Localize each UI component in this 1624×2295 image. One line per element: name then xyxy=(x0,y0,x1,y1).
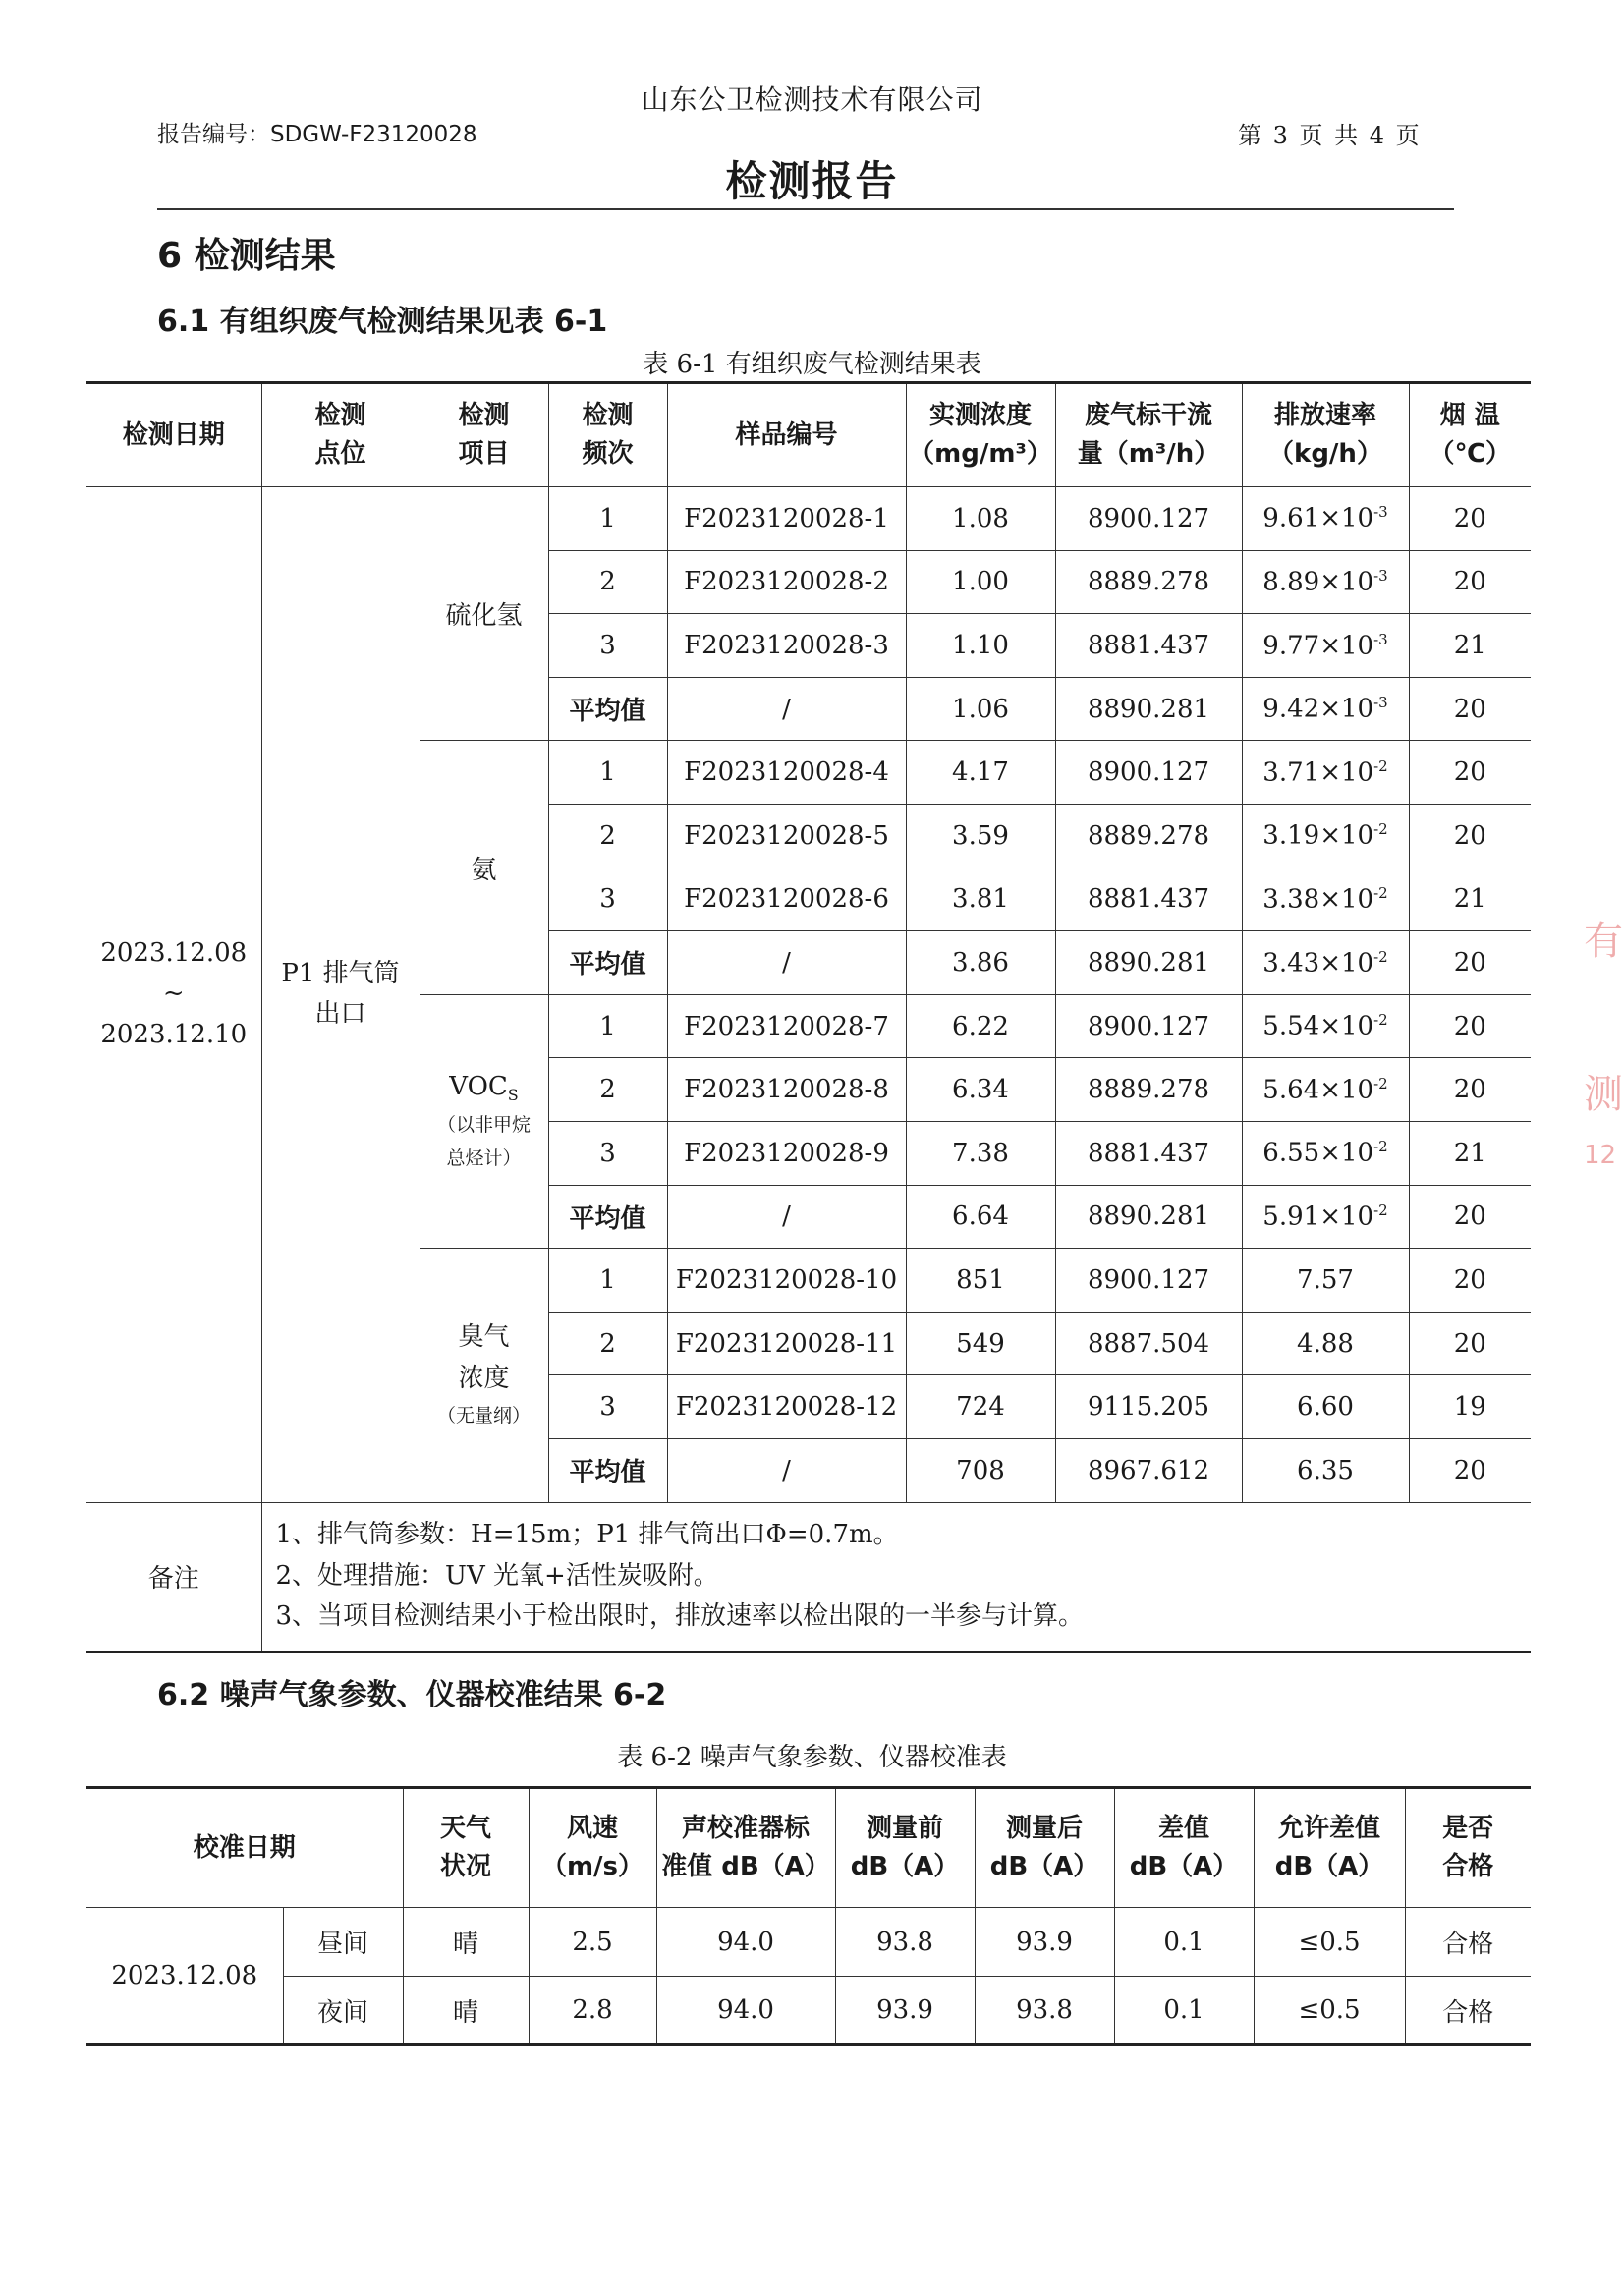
sample-cell: F2023120028-10 xyxy=(667,1249,906,1313)
sampling-point-cell: P1 排气筒 出口 xyxy=(261,487,420,1503)
flow-cell: 8900.127 xyxy=(1055,741,1242,805)
section-heading: 6 检测结果 xyxy=(157,236,336,276)
rate-cell: $8.89\times 10^{-3}$ xyxy=(1242,550,1409,614)
col-header-difference: 差值 dB（A） xyxy=(1114,1788,1254,1908)
period-cell: 夜间 xyxy=(283,1977,403,2045)
table-6-1-caption: 表 6-1 有组织废气检测结果表 xyxy=(643,350,981,379)
conc-cell: 3.86 xyxy=(906,931,1055,995)
rate-cell: $3.71\times 10^{-2}$ xyxy=(1242,741,1409,805)
col-header-flow: 废气标干流 量（m³/h） xyxy=(1055,383,1242,487)
conc-cell: 6.22 xyxy=(906,994,1055,1058)
freq-cell-average: 平均值 xyxy=(548,1185,667,1249)
sample-cell: F2023120028-5 xyxy=(667,804,906,868)
conc-cell: 6.34 xyxy=(906,1058,1055,1122)
flow-cell: 8881.437 xyxy=(1055,868,1242,931)
temp-cell: 20 xyxy=(1409,741,1531,805)
freq-cell: 2 xyxy=(548,550,667,614)
notes-label: 备注 xyxy=(86,1502,261,1651)
sample-cell: / xyxy=(667,931,906,995)
sample-cell: F2023120028-9 xyxy=(667,1121,906,1185)
diff-cell: 0.1 xyxy=(1114,1908,1254,1977)
pass-cell: 合格 xyxy=(1405,1908,1531,1977)
col-header-allowed-difference: 允许差值 dB（A） xyxy=(1254,1788,1405,1908)
flow-cell: 8900.127 xyxy=(1055,1249,1242,1313)
flow-cell: 9115.205 xyxy=(1055,1375,1242,1439)
freq-cell: 3 xyxy=(548,614,667,678)
freq-cell: 1 xyxy=(548,1249,667,1313)
weather-cell: 晴 xyxy=(403,1908,529,1977)
conc-cell: 1.00 xyxy=(906,550,1055,614)
flow-cell: 8889.278 xyxy=(1055,804,1242,868)
notes-content xyxy=(261,1502,1531,1651)
freq-cell: 3 xyxy=(548,868,667,931)
temp-cell: 20 xyxy=(1409,1438,1531,1502)
document-title: 检测报告 xyxy=(725,157,899,205)
std-cell: 94.0 xyxy=(656,1977,835,2045)
freq-cell: 1 xyxy=(548,994,667,1058)
flow-cell: 8900.127 xyxy=(1055,487,1242,551)
conc-cell: 1.08 xyxy=(906,487,1055,551)
sample-cell: F2023120028-12 xyxy=(667,1375,906,1439)
temp-cell: 20 xyxy=(1409,677,1531,741)
item-vocs: $VOC_S$ （以非甲烷 总烃计） xyxy=(420,994,548,1248)
subsection-heading-6-1: 6.1 有组织废气检测结果见表 6-1 xyxy=(157,305,608,339)
sample-cell: / xyxy=(667,1185,906,1249)
rate-cell: $9.77\times 10^{-3}$ xyxy=(1242,614,1409,678)
seal-stamp-fragment xyxy=(1584,904,1623,1228)
freq-cell: 3 xyxy=(548,1121,667,1185)
freq-cell-average: 平均值 xyxy=(548,931,667,995)
temp-cell: 21 xyxy=(1409,868,1531,931)
std-cell: 94.0 xyxy=(656,1908,835,1977)
note-line: 3、当项目检测结果小于检出限时，排放速率以检出限的一半参与计算。 xyxy=(275,1601,1085,1632)
sample-cell: F2023120028-4 xyxy=(667,741,906,805)
temp-cell: 20 xyxy=(1409,487,1531,551)
temp-cell: 20 xyxy=(1409,804,1531,868)
page-info: 第 3 页 共 4 页 xyxy=(1238,122,1422,149)
freq-cell-average: 平均值 xyxy=(548,677,667,741)
col-header-calibration-date: 校准日期 xyxy=(86,1788,403,1908)
col-header-before: 测量前 dB（A） xyxy=(835,1788,975,1908)
flow-cell: 8889.278 xyxy=(1055,1058,1242,1122)
flow-cell: 8881.437 xyxy=(1055,614,1242,678)
col-header-frequency: 检测 频次 xyxy=(548,383,667,487)
col-header-standard-value: 声校准器标 准值 dB（A） xyxy=(656,1788,835,1908)
col-header-emission-rate: 排放速率 （kg/h） xyxy=(1242,383,1409,487)
rate-cell: $5.54\times 10^{-2}$ xyxy=(1242,994,1409,1058)
flow-cell: 8967.612 xyxy=(1055,1438,1242,1502)
conc-cell: 1.06 xyxy=(906,677,1055,741)
flow-cell: 8889.278 xyxy=(1055,550,1242,614)
rate-cell: $3.43\times 10^{-2}$ xyxy=(1242,931,1409,995)
stamp-char: 测 xyxy=(1584,1072,1623,1117)
freq-cell: 3 xyxy=(548,1375,667,1439)
flow-cell: 8890.281 xyxy=(1055,1185,1242,1249)
freq-cell: 2 xyxy=(548,1058,667,1122)
wind-cell: 2.5 xyxy=(529,1908,656,1977)
sample-cell: / xyxy=(667,1438,906,1502)
temp-cell: 20 xyxy=(1409,1312,1531,1375)
after-cell: 93.8 xyxy=(975,1977,1114,2045)
conc-cell: 3.59 xyxy=(906,804,1055,868)
sample-cell: F2023120028-7 xyxy=(667,994,906,1058)
pass-cell: 合格 xyxy=(1405,1977,1531,2045)
wind-cell: 2.8 xyxy=(529,1977,656,2045)
exhaust-gas-results-table xyxy=(86,381,1531,1653)
subsection-heading-6-2: 6.2 噪声气象参数、仪器校准结果 6-2 xyxy=(157,1678,667,1712)
conc-cell: 1.10 xyxy=(906,614,1055,678)
conc-cell: 7.38 xyxy=(906,1121,1055,1185)
temp-cell: 21 xyxy=(1409,1121,1531,1185)
table-header-row xyxy=(86,383,1531,487)
conc-cell: 851 xyxy=(906,1249,1055,1313)
temp-cell: 20 xyxy=(1409,1249,1531,1313)
report-number: 报告编号：SDGW-F23120028 xyxy=(157,122,477,147)
freq-cell-average: 平均值 xyxy=(548,1438,667,1502)
conc-cell: 724 xyxy=(906,1375,1055,1439)
conc-cell: 549 xyxy=(906,1312,1055,1375)
sample-cell: / xyxy=(667,677,906,741)
temp-cell: 21 xyxy=(1409,614,1531,678)
freq-cell: 1 xyxy=(548,487,667,551)
flow-cell: 8890.281 xyxy=(1055,931,1242,995)
sample-cell: F2023120028-8 xyxy=(667,1058,906,1122)
col-header-item: 检测 项目 xyxy=(420,383,548,487)
before-cell: 93.9 xyxy=(835,1977,975,2045)
flow-cell: 8881.437 xyxy=(1055,1121,1242,1185)
rate-cell: $3.38\times 10^{-2}$ xyxy=(1242,868,1409,931)
rate-cell: $3.19\times 10^{-2}$ xyxy=(1242,804,1409,868)
company-name: 山东公卫检测技术有限公司 xyxy=(641,84,983,116)
rate-cell: 7.57 xyxy=(1242,1249,1409,1313)
rate-cell: 6.60 xyxy=(1242,1375,1409,1439)
sample-cell: F2023120028-2 xyxy=(667,550,906,614)
temp-cell: 20 xyxy=(1409,1058,1531,1122)
note-line: 2、处理措施：UV 光氧+活性炭吸附。 xyxy=(275,1560,719,1591)
rate-cell: $5.64\times 10^{-2}$ xyxy=(1242,1058,1409,1122)
sample-cell: F2023120028-11 xyxy=(667,1312,906,1375)
sample-cell: F2023120028-1 xyxy=(667,487,906,551)
period-cell: 昼间 xyxy=(283,1908,403,1977)
rate-cell: 6.35 xyxy=(1242,1438,1409,1502)
col-header-wind-speed: 风速 （m/s） xyxy=(529,1788,656,1908)
item-hydrogen-sulfide: 硫化氢 xyxy=(420,487,548,741)
rate-cell: $5.91\times 10^{-2}$ xyxy=(1242,1185,1409,1249)
col-header-sample-no: 样品编号 xyxy=(667,383,906,487)
sample-cell: F2023120028-3 xyxy=(667,614,906,678)
col-header-temperature: 烟 温 （℃） xyxy=(1409,383,1531,487)
temp-cell: 20 xyxy=(1409,931,1531,995)
col-header-date: 检测日期 xyxy=(86,383,261,487)
rate-cell: $9.61\times 10^{-3}$ xyxy=(1242,487,1409,551)
sample-cell: F2023120028-6 xyxy=(667,868,906,931)
stamp-char: 12 xyxy=(1584,1141,1617,1170)
col-header-after: 测量后 dB（A） xyxy=(975,1788,1114,1908)
temp-cell: 19 xyxy=(1409,1375,1531,1439)
table-row xyxy=(86,1908,1531,1977)
diff-cell: 0.1 xyxy=(1114,1977,1254,2045)
freq-cell: 2 xyxy=(548,804,667,868)
notes-row xyxy=(86,1502,1531,1651)
col-header-concentration: 实测浓度 （mg/m³） xyxy=(906,383,1055,487)
conc-cell: 3.81 xyxy=(906,868,1055,931)
conc-cell: 708 xyxy=(906,1438,1055,1502)
col-header-pass: 是否 合格 xyxy=(1405,1788,1531,1908)
rate-cell: $6.55\times 10^{-2}$ xyxy=(1242,1121,1409,1185)
col-header-weather: 天气 状况 xyxy=(403,1788,529,1908)
calibration-date-cell: 2023.12.08 xyxy=(86,1908,283,2045)
note-line: 1、排气筒参数：H=15m；P1 排气筒出口Φ=0.7m。 xyxy=(275,1520,899,1550)
temp-cell: 20 xyxy=(1409,994,1531,1058)
after-cell: 93.9 xyxy=(975,1908,1114,1977)
flow-cell: 8890.281 xyxy=(1055,677,1242,741)
conc-cell: 4.17 xyxy=(906,741,1055,805)
allow-cell: ≤0.5 xyxy=(1254,1977,1405,2045)
rate-cell: $9.42\times 10^{-3}$ xyxy=(1242,677,1409,741)
table-row xyxy=(86,487,1531,551)
table-row xyxy=(86,1977,1531,2045)
temp-cell: 20 xyxy=(1409,550,1531,614)
flow-cell: 8887.504 xyxy=(1055,1312,1242,1375)
item-odor-concentration: 臭气 浓度 （无量纲） xyxy=(420,1249,548,1502)
col-header-point: 检测 点位 xyxy=(261,383,420,487)
table-header-row xyxy=(86,1788,1531,1908)
title-divider xyxy=(157,208,1454,210)
flow-cell: 8900.127 xyxy=(1055,994,1242,1058)
freq-cell: 2 xyxy=(548,1312,667,1375)
date-range-cell: 2023.12.08 ~ 2023.12.10 xyxy=(86,487,261,1503)
before-cell: 93.8 xyxy=(835,1908,975,1977)
table-6-2-caption: 表 6-2 噪声气象参数、仪器校准表 xyxy=(617,1743,1007,1772)
stamp-char: 有 xyxy=(1584,919,1623,964)
noise-calibration-table xyxy=(86,1786,1531,2046)
temp-cell: 20 xyxy=(1409,1185,1531,1249)
freq-cell: 1 xyxy=(548,741,667,805)
allow-cell: ≤0.5 xyxy=(1254,1908,1405,1977)
conc-cell: 6.64 xyxy=(906,1185,1055,1249)
weather-cell: 晴 xyxy=(403,1977,529,2045)
rate-cell: 4.88 xyxy=(1242,1312,1409,1375)
item-ammonia: 氨 xyxy=(420,741,548,994)
